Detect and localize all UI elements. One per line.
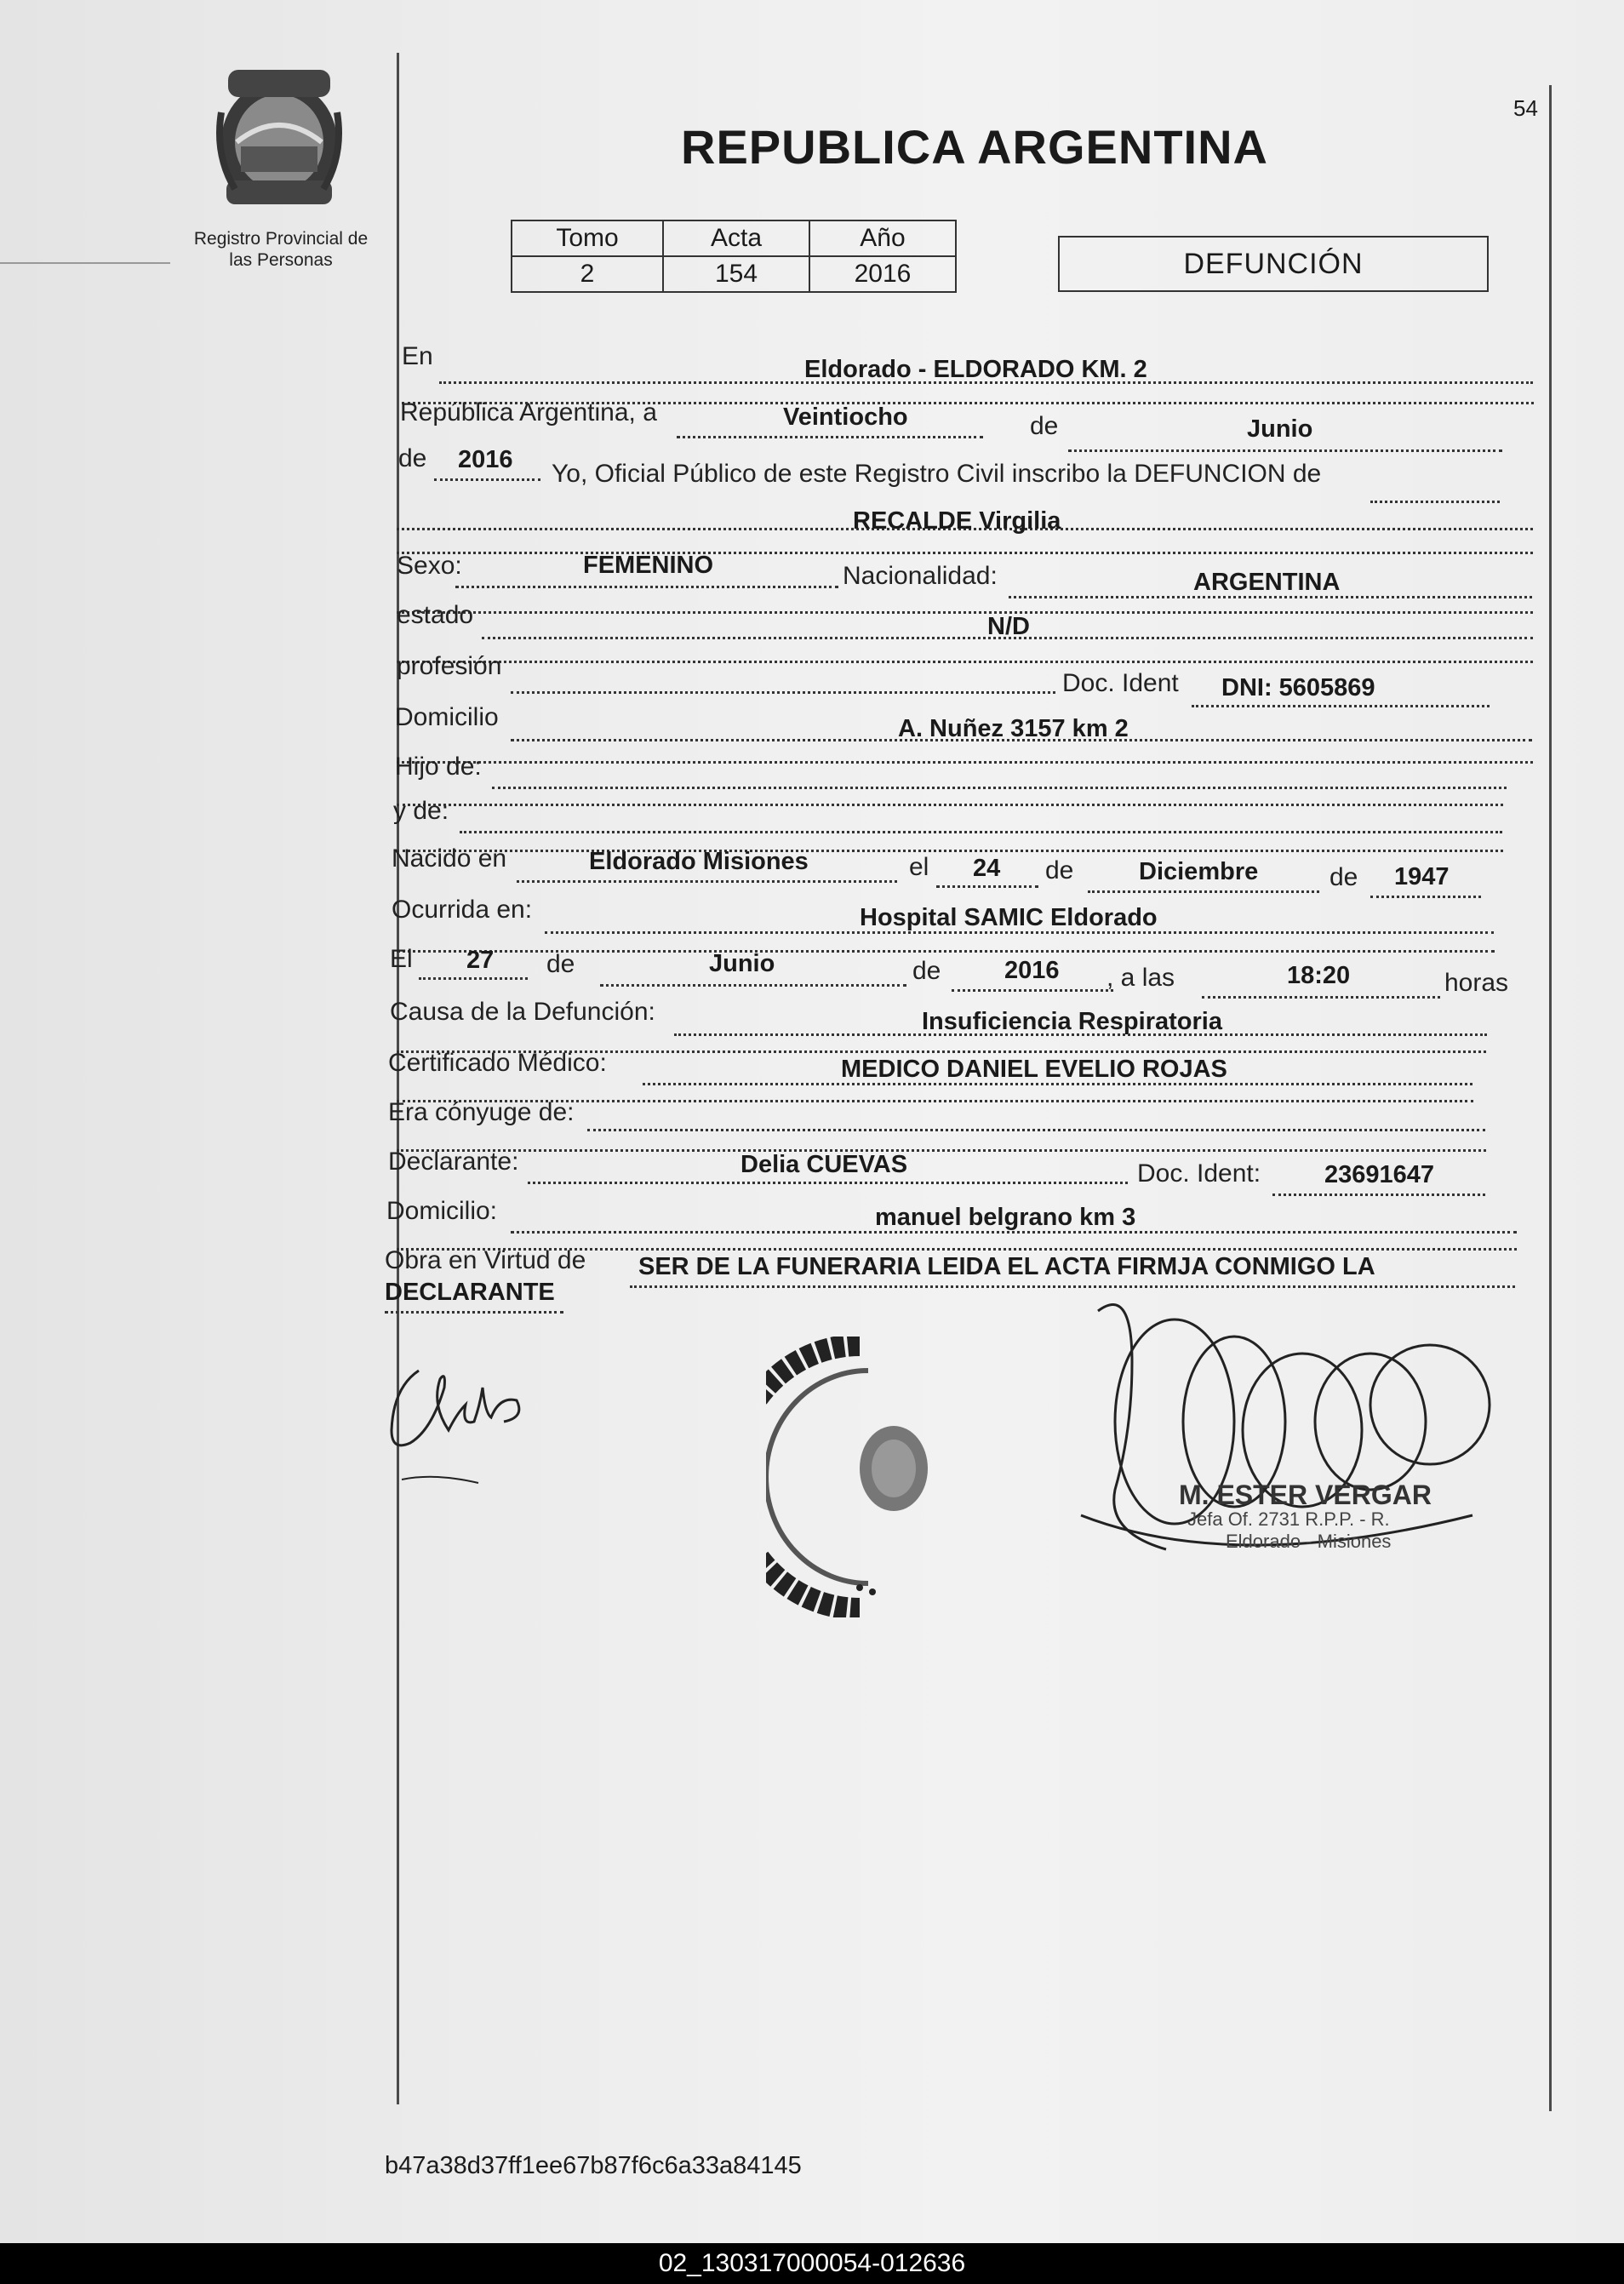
dotted-line: [397, 552, 1533, 554]
death-time-value: 18:20: [1287, 962, 1351, 989]
registry-header-cell: Acta: [663, 220, 809, 256]
declarante-label: Declarante:: [388, 1148, 519, 1176]
doc2-label: Doc. Ident:: [1137, 1159, 1261, 1188]
registry-header-row: [512, 220, 956, 256]
header-divider: [0, 262, 170, 264]
de-label: de: [1030, 412, 1059, 440]
republica-label: República Argentina, a: [400, 398, 657, 426]
sexo-value: FEMENINO: [583, 552, 714, 579]
de-label: de: [1330, 863, 1358, 891]
official-place: Eldorado - Misiones: [1226, 1531, 1392, 1552]
dotted-line: [630, 1285, 1515, 1288]
dotted-line: [511, 1231, 1517, 1234]
dotted-line: [397, 761, 1533, 764]
de-label: de: [398, 444, 427, 472]
dotted-line: [1192, 705, 1490, 707]
dotted-line: [397, 1149, 1486, 1152]
causa-label: Causa de la Defunción:: [390, 998, 655, 1026]
alas-label: , a las: [1106, 964, 1175, 992]
birth-day-value: 24: [973, 855, 1001, 882]
dotted-line: [397, 804, 1503, 806]
month-value: Junio: [1247, 415, 1313, 443]
death-year-value: 2016: [1004, 957, 1060, 984]
dotted-line: [1202, 996, 1440, 999]
estado-label: estado: [397, 601, 474, 629]
domicilio2-value: manuel belgrano km 3: [875, 1204, 1136, 1231]
dotted-line: [952, 989, 1113, 992]
registro-label: Registro Provincial de las Personas: [193, 229, 369, 270]
document-hash: b47a38d37ff1ee67b87f6c6a33a84145: [385, 2152, 802, 2179]
obra-value-continued: DECLARANTE: [385, 1279, 555, 1306]
place-value: Eldorado - ELDORADO KM. 2: [804, 356, 1147, 383]
dotted-line: [677, 436, 983, 438]
birth-year-value: 1947: [1394, 863, 1450, 890]
dotted-line: [545, 931, 1494, 934]
conyuge-label: Era cónyuge de:: [388, 1098, 575, 1126]
profesion-label: profesión: [397, 652, 502, 680]
declarant-signature-icon: [385, 1337, 555, 1490]
nacido-label: Nacido en: [392, 844, 507, 873]
dotted-line: [674, 1033, 1487, 1036]
hijo-label: Hijo de:: [395, 753, 482, 781]
year-value: 2016: [458, 446, 513, 473]
birth-month-value: Diciembre: [1139, 858, 1259, 885]
dotted-line: [492, 787, 1507, 789]
registry-header-cell: Año: [809, 220, 956, 256]
dotted-line: [643, 1083, 1472, 1085]
dotted-line: [1272, 1194, 1485, 1196]
dotted-line: [455, 586, 838, 588]
dotted-line: [600, 984, 906, 987]
doc-value: DNI: 5605869: [1221, 674, 1375, 701]
obra-label: Obra en Virtud de: [385, 1246, 586, 1274]
registry-value-row: [512, 256, 956, 292]
dotted-line: [397, 850, 1503, 852]
dotted-line: [419, 977, 528, 980]
domicilio2-label: Domicilio:: [386, 1197, 498, 1225]
dotted-line: [1068, 449, 1502, 452]
act-type-box: DEFUNCIÓN: [1058, 236, 1489, 292]
barcode-label: 02_130317000054-012636: [658, 2249, 966, 2277]
el2-label: El: [390, 945, 413, 973]
dotted-line: [397, 661, 1533, 663]
ocurrida-value: Hospital SAMIC Eldorado: [860, 904, 1158, 931]
obra-value: SER DE LA FUNERARIA LEIDA EL ACTA FIRMJA CONMIGO LA: [638, 1253, 1375, 1280]
doc2-value: 23691647: [1324, 1161, 1435, 1188]
dotted-line: [1370, 896, 1481, 898]
certificado-label: Certificado Médico:: [388, 1049, 607, 1077]
certificado-value: MEDICO DANIEL EVELIO ROJAS: [841, 1056, 1227, 1083]
day-word-value: Veintiocho: [783, 404, 908, 431]
causa-value: Insuficiencia Respiratoria: [922, 1008, 1222, 1035]
en-label: En: [402, 342, 433, 370]
page-number: 54: [1513, 95, 1538, 121]
de-label: de: [1045, 856, 1074, 884]
de-label: de: [912, 957, 941, 985]
ocurrida-label: Ocurrida en:: [392, 896, 533, 924]
registry-header-cell: Tomo: [512, 220, 663, 256]
registry-value-cell: 2: [512, 256, 663, 292]
death-day-value: 27: [466, 947, 495, 974]
domicilio-label: Domicilio: [395, 703, 499, 731]
dotted-line: [397, 611, 1533, 614]
dotted-line: [517, 880, 897, 883]
deceased-name: RECALDE Virgilia: [853, 507, 1061, 535]
official-stamp-icon: [766, 1337, 953, 1617]
statement-text: Yo, Oficial Público de este Registro Civil inscribo la DEFUNCION de: [552, 460, 1322, 488]
official-name: M. ESTER VERGAR: [1179, 1480, 1432, 1510]
misiones-emblem-icon: [211, 61, 347, 210]
yde-label: y de:: [393, 797, 449, 825]
dotted-line: [511, 691, 1055, 694]
de-label: de: [546, 950, 575, 978]
official-title: Jefa Of. 2731 R.P.P. - R.: [1187, 1508, 1390, 1530]
left-margin-line: [397, 53, 399, 2104]
dotted-line: [1009, 596, 1532, 598]
dotted-line: [434, 478, 540, 481]
registry-value-cell: 2016: [809, 256, 956, 292]
el-label: el: [909, 853, 929, 881]
domicilio-value: A. Nuñez 3157 km 2: [898, 715, 1129, 742]
declarante-value: Delia CUEVAS: [741, 1151, 908, 1178]
right-margin-line: [1549, 85, 1552, 2111]
horas-label: horas: [1444, 969, 1509, 997]
nacido-value: Eldorado Misiones: [589, 848, 809, 875]
doc-label: Doc. Ident: [1062, 669, 1179, 697]
dotted-line: [460, 831, 1502, 833]
dotted-line: [1088, 890, 1319, 893]
registry-value-cell: 154: [663, 256, 809, 292]
dotted-line: [528, 1182, 1128, 1184]
nacionalidad-label: Nacionalidad:: [843, 562, 998, 590]
dotted-line: [1370, 501, 1500, 503]
nacionalidad-value: ARGENTINA: [1193, 569, 1341, 596]
dotted-line: [587, 1129, 1485, 1131]
estado-value: N/D: [987, 613, 1030, 640]
page-title: REPUBLICA ARGENTINA: [681, 120, 1268, 174]
death-month-value: Junio: [709, 950, 775, 977]
dotted-line: [511, 739, 1532, 741]
dotted-line: [936, 885, 1038, 888]
registry-table: [511, 220, 957, 293]
dotted-line: [385, 1311, 563, 1314]
sexo-label: Sexo:: [397, 552, 462, 580]
